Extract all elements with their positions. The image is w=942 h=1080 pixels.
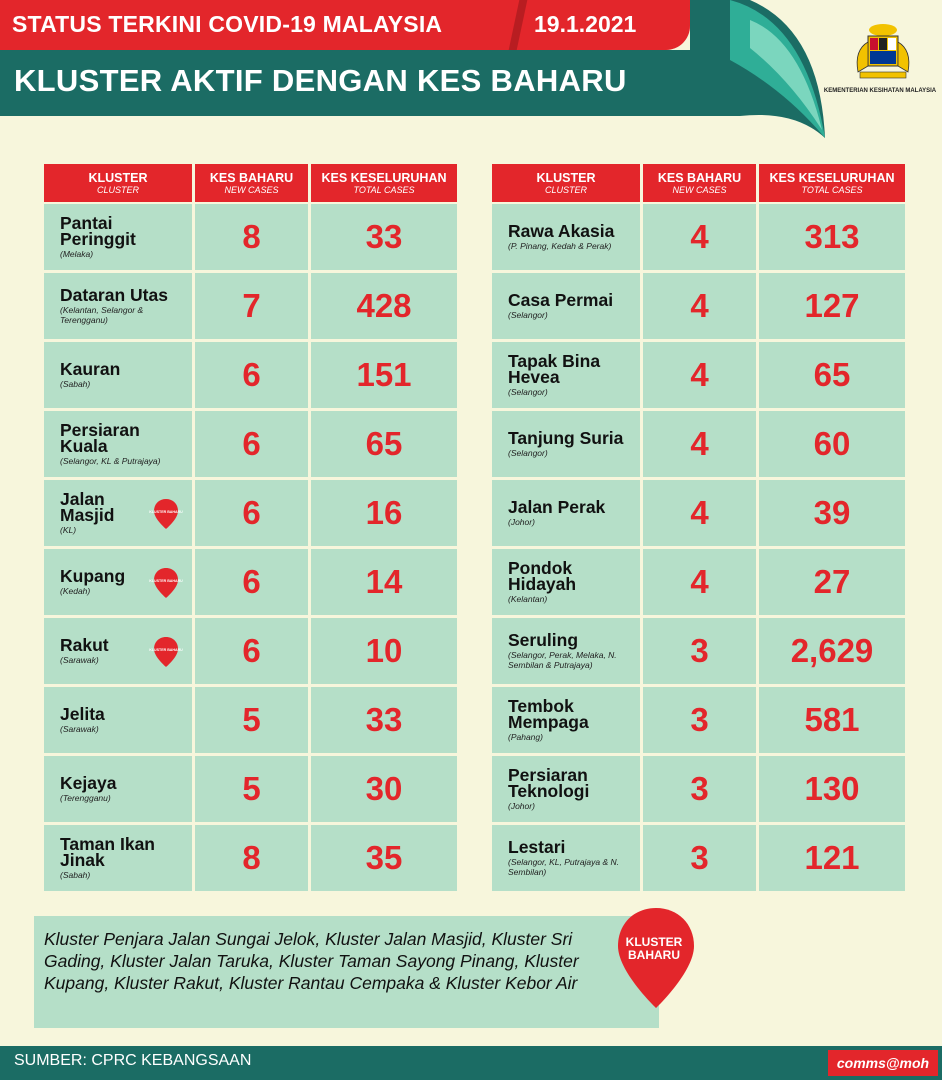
cluster-cell (44, 273, 192, 339)
cluster-name: Rakut (60, 635, 109, 655)
total-cases-value: 127 (759, 273, 905, 339)
cluster-cell (44, 756, 192, 822)
cluster-cell (492, 342, 640, 408)
total-cases-value: 10 (311, 618, 457, 684)
new-cases-value: 4 (643, 411, 756, 477)
cluster-cell (492, 549, 640, 615)
cluster-location: (Selangor, Perak, Melaka, N. Sembilan & Putrajaya) (508, 650, 617, 670)
table-row (44, 687, 457, 753)
malaysia-crest-icon (846, 22, 920, 84)
new-cases-value: 8 (195, 825, 308, 891)
cluster-location: (Melaka) (60, 249, 94, 259)
table-header (44, 164, 457, 202)
cluster-name: Taman Ikan Jinak (60, 834, 155, 870)
total-cases-value: 60 (759, 411, 905, 477)
total-cases-value: 35 (311, 825, 457, 891)
cluster-name: Tembok Mempaga (508, 696, 589, 732)
cluster-cell (492, 687, 640, 753)
new-cases-value: 4 (643, 480, 756, 546)
total-cases-value: 313 (759, 204, 905, 270)
new-cases-value: 4 (643, 273, 756, 339)
new-cases-value: 3 (643, 756, 756, 822)
cluster-table-left (44, 164, 457, 894)
ministry-name: KEMENTERIAN KESIHATAN MALAYSIA (823, 88, 937, 94)
new-cluster-pin-icon (149, 567, 183, 599)
cluster-location: (Kedah) (60, 586, 91, 596)
table-row (44, 273, 457, 339)
column-header-cluster: KLUSTER CLUSTER (44, 164, 192, 202)
cluster-location: (Selangor) (508, 448, 548, 458)
table-body (44, 204, 457, 891)
cluster-cell (44, 549, 192, 615)
cluster-cell (492, 756, 640, 822)
cluster-location: (Pahang) (508, 732, 543, 742)
cluster-name: Persiaran Teknologi (508, 765, 590, 801)
total-cases-value: 130 (759, 756, 905, 822)
total-cases-value: 428 (311, 273, 457, 339)
new-cluster-pin-icon (149, 636, 183, 668)
table-row (492, 549, 905, 615)
table-row (44, 618, 457, 684)
new-cases-value: 6 (195, 342, 308, 408)
new-cases-value: 6 (195, 480, 308, 546)
cluster-cell (492, 204, 640, 270)
total-cases-value: 581 (759, 687, 905, 753)
cluster-name: Persiaran Kuala (60, 420, 140, 456)
cluster-cell (44, 204, 192, 270)
cluster-cell (44, 687, 192, 753)
cluster-name: Jalan Perak (508, 497, 606, 517)
column-header-new-cases: KES BAHARU NEW CASES (643, 164, 756, 202)
cluster-location: (Sabah) (60, 379, 91, 389)
table-row (492, 342, 905, 408)
new-cases-value: 6 (195, 549, 308, 615)
brand-badge: comms@moh (828, 1050, 938, 1076)
total-cases-value: 14 (311, 549, 457, 615)
new-cases-value: 8 (195, 204, 308, 270)
header-status: STATUS TERKINI COVID-19 MALAYSIA (12, 11, 443, 37)
table-row (492, 480, 905, 546)
column-header-cluster: KLUSTER CLUSTER (492, 164, 640, 202)
cluster-name: Seruling (508, 630, 579, 650)
cluster-name: Kejaya (60, 773, 117, 793)
cluster-name: Lestari (508, 837, 566, 857)
table-row (492, 687, 905, 753)
page-curl-graphic (690, 0, 830, 140)
cluster-location: (Kelantan) (508, 594, 548, 604)
cluster-location: (Selangor, KL & Putrajaya) (60, 456, 161, 466)
cluster-name: Tapak Bina Hevea (508, 351, 601, 387)
cluster-location: (KL) (60, 525, 77, 535)
column-header-total-cases: KES KESELURUHAN TOTAL CASES (759, 164, 905, 202)
new-cases-value: 4 (643, 342, 756, 408)
total-cases-value: 33 (311, 687, 457, 753)
total-cases-value: 27 (759, 549, 905, 615)
new-cluster-pin-label: KLUSTER BAHARU (625, 935, 683, 962)
new-cases-value: 5 (195, 687, 308, 753)
new-cases-value: 7 (195, 273, 308, 339)
cluster-name: Rawa Akasia (508, 221, 615, 241)
table-row (492, 825, 905, 891)
new-cases-value: 4 (643, 549, 756, 615)
cluster-location: (Kelantan, Selangor & Terengganu) (60, 305, 144, 325)
table-row (44, 480, 457, 546)
cluster-cell (44, 618, 192, 684)
total-cases-value: 65 (311, 411, 457, 477)
new-cluster-note-text: Kluster Penjara Jalan Sungai Jelok, Kluster Jalan Masjid, Kluster Sri Gading, Kluster Jalan Taruka, Kluster Taman Sayong Pinang, Kluster Kupang, Kluster Rakut, Kluster Rantau Cempaka & Kluster Kebor Air (44, 929, 579, 993)
header-date: 19.1.2021 (534, 11, 637, 37)
total-cases-value: 2,629 (759, 618, 905, 684)
cluster-location: (Sarawak) (60, 655, 99, 665)
total-cases-value: 39 (759, 480, 905, 546)
cluster-location: (Sarawak) (60, 724, 99, 734)
table-row (44, 411, 457, 477)
total-cases-value: 65 (759, 342, 905, 408)
column-header-new-cases: KES BAHARU NEW CASES (195, 164, 308, 202)
cluster-name: Dataran Utas (60, 285, 168, 305)
cluster-cell (492, 273, 640, 339)
cluster-name: Pantai Peringgit (60, 213, 136, 249)
cluster-location: (Selangor) (508, 387, 548, 397)
new-cluster-pin-label: KLUSTER BAHARU (149, 648, 183, 652)
cluster-location: (Johor) (508, 801, 535, 811)
cluster-name: Jelita (60, 704, 105, 724)
table-row (44, 756, 457, 822)
new-cases-value: 3 (643, 618, 756, 684)
new-cluster-note (34, 916, 659, 1028)
cluster-cell (492, 825, 640, 891)
cluster-cell (492, 618, 640, 684)
new-cluster-pin-icon (149, 498, 183, 530)
source-text: SUMBER: CPRC KEBANGSAAN (14, 1052, 252, 1069)
table-row (492, 411, 905, 477)
table-row (44, 549, 457, 615)
total-cases-value: 151 (311, 342, 457, 408)
new-cluster-pin-label: KLUSTER BAHARU (149, 510, 183, 514)
table-row (44, 825, 457, 891)
table-row (44, 204, 457, 270)
cluster-cell (44, 825, 192, 891)
cluster-cell (44, 342, 192, 408)
cluster-cell (44, 411, 192, 477)
cluster-cell (492, 411, 640, 477)
new-cases-value: 4 (643, 204, 756, 270)
cluster-location: (Sabah) (60, 870, 91, 880)
cluster-location: (Terengganu) (60, 793, 111, 803)
table-row (492, 273, 905, 339)
table-row (492, 618, 905, 684)
table-row (492, 204, 905, 270)
new-cases-value: 3 (643, 687, 756, 753)
total-cases-value: 121 (759, 825, 905, 891)
table-header (492, 164, 905, 202)
table-body (492, 204, 905, 891)
new-cases-value: 6 (195, 411, 308, 477)
cluster-location: (Selangor) (508, 310, 548, 320)
table-row (492, 756, 905, 822)
cluster-cell (44, 480, 192, 546)
table-row (44, 342, 457, 408)
cluster-name: Casa Permai (508, 290, 614, 310)
column-header-total-cases: KES KESELURUHAN TOTAL CASES (311, 164, 457, 202)
cluster-location: (P. Pinang, Kedah & Perak) (508, 241, 612, 251)
total-cases-value: 30 (311, 756, 457, 822)
cluster-name: Jalan Masjid (60, 489, 115, 525)
new-cases-value: 5 (195, 756, 308, 822)
cluster-name: Tanjung Suria (508, 428, 624, 448)
cluster-cell (492, 480, 640, 546)
cluster-name: Pondok Hidayah (508, 558, 577, 594)
cluster-location: (Johor) (508, 517, 535, 527)
new-cases-value: 6 (195, 618, 308, 684)
cluster-table-right (492, 164, 905, 894)
new-cases-value: 3 (643, 825, 756, 891)
page-title: KLUSTER AKTIF DENGAN KES BAHARU (14, 63, 627, 98)
cluster-name: Kauran (60, 359, 121, 379)
new-cluster-pin-label: KLUSTER BAHARU (149, 579, 183, 583)
total-cases-value: 33 (311, 204, 457, 270)
total-cases-value: 16 (311, 480, 457, 546)
cluster-location: (Selangor, KL, Putrajaya & N. Sembilan) (508, 857, 620, 877)
cluster-name: Kupang (60, 566, 126, 586)
